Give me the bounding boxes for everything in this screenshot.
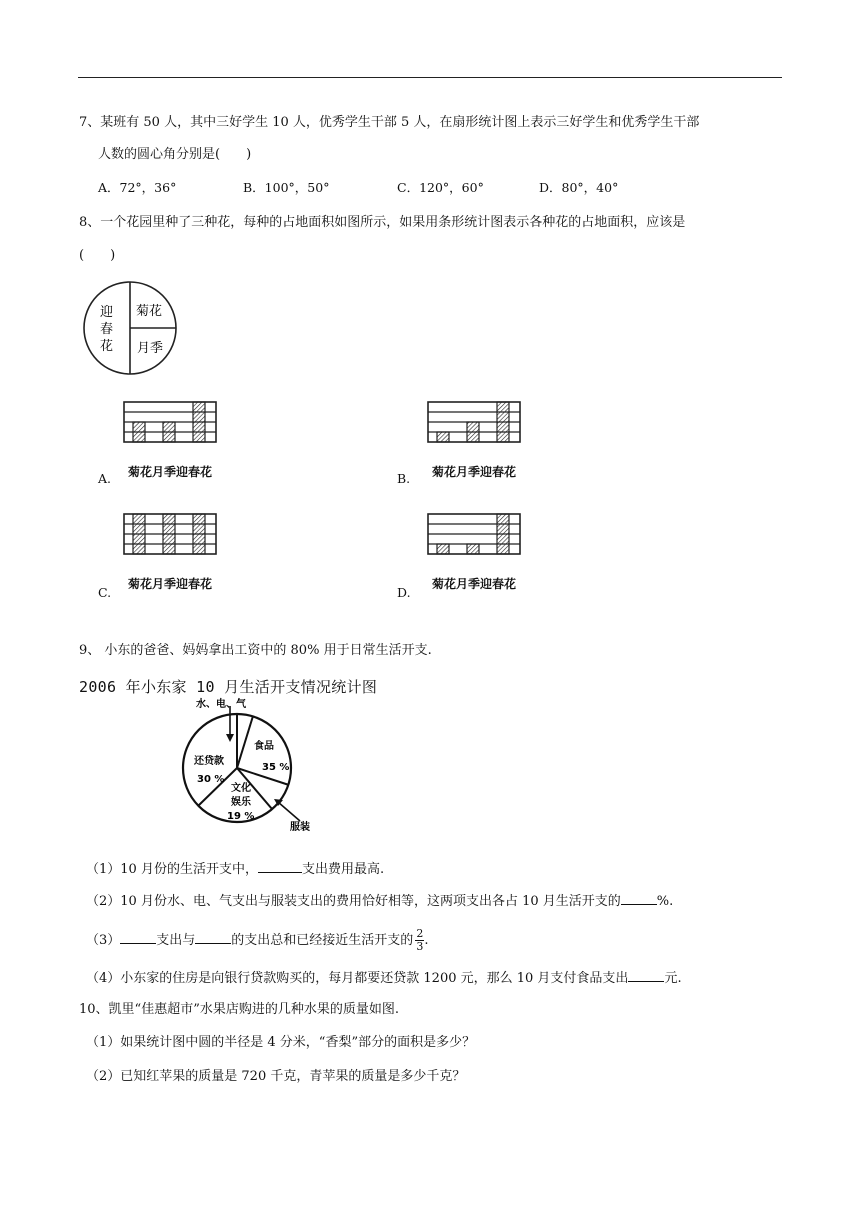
q9-sub2-text-a: （2）10 月份水、电、气支出与服装支出的费用恰好相等，这两项支出各占 10 月生活开支的	[86, 894, 621, 909]
q9-label-clothing: 服装	[290, 822, 310, 833]
pie-label-yingchunhua-3: 花	[100, 339, 114, 354]
q9-sub1-text-b: 支出费用最高.	[301, 862, 385, 877]
q9-sub3: （3） 支出与 的支出总和已经接近生活开支的 $\frac{2}{3}$ .	[86, 927, 429, 953]
q10-sub1: （1）如果统计图中圆的半径是 4 分米，“香梨”部分的面积是多少？	[86, 1035, 476, 1050]
q8-flower-pie	[80, 278, 180, 378]
q9-label-food-pct: 35 %	[262, 762, 290, 773]
header-rule	[78, 77, 782, 78]
q7-option-c: C．120°，60°	[397, 180, 484, 195]
q10-sub2: （2）已知红苹果的质量是 720 千克，青苹果的质量是多少千克？	[86, 1069, 466, 1084]
q8-option-c-letter: C.	[98, 585, 112, 600]
bar-yingchunhua	[193, 514, 205, 554]
q7-option-a: A．72°，36°	[98, 180, 177, 195]
q9-sub4	[86, 969, 682, 987]
pie-label-yingchunhua-1: 迎	[100, 305, 114, 320]
q9-sub3-text-a: （3）	[86, 933, 121, 948]
bar-yueji	[163, 514, 175, 554]
q8-option-a-letter: A.	[98, 471, 112, 486]
bar-yingchunhua	[497, 514, 509, 554]
bar-yingchunhua	[497, 402, 509, 442]
pie-label-yingchunhua-2: 春	[100, 322, 114, 337]
q9-sub2-text-b: %.	[656, 894, 674, 909]
q7-line1: 7、某班有 50 人，其中三好学生 10 人，优秀学生干部 5 人，在扇形统计图上表示三好学生和优秀学生干部	[79, 115, 700, 130]
bar-juhua	[437, 544, 449, 554]
q9-label-loan-pct: 30 %	[197, 774, 225, 785]
q8-option-d-letter: D.	[397, 585, 411, 600]
q7-option-b: B．100°，50°	[243, 180, 330, 195]
bar-yueji	[163, 422, 175, 442]
q8-line2: ( )	[79, 248, 116, 263]
q8-option-b-letter: B.	[397, 471, 411, 486]
q7-line2: 人数的圆心角分别是( )	[98, 147, 252, 162]
q9-sub2	[86, 892, 673, 910]
q9-sub3-blank-2[interactable]	[195, 931, 231, 944]
q9-sub4-blank[interactable]	[628, 969, 664, 982]
q10-intro: 10、凯里“佳惠超市”水果店购进的几种水果的质量如图.	[79, 1002, 399, 1017]
q8-bar-b-labels: 菊花月季迎春花	[432, 465, 517, 479]
q9-label-utilities: 水、电、气	[196, 699, 246, 710]
bar-juhua	[133, 514, 145, 554]
q9-sub4-text-b: 元.	[664, 971, 682, 986]
q8-bar-chart-c	[123, 512, 233, 572]
q9-label-loan: 还贷款	[194, 756, 224, 767]
q8-bar-d-labels: 菊花月季迎春花	[432, 577, 517, 591]
bar-yueji	[467, 544, 479, 554]
bar-juhua	[437, 432, 449, 442]
q8-bar-chart-d	[427, 512, 537, 572]
q9-sub1	[86, 860, 384, 878]
q9-chart-title: 2006 年小东家 10 月生活开支情况统计图	[79, 678, 378, 696]
q9-sub3-blank-1[interactable]	[120, 931, 156, 944]
q9-sub3-text-b: 支出与	[156, 933, 196, 948]
q9-label-food: 食品	[254, 741, 274, 752]
q9-label-culture-pct: 19 %	[227, 811, 255, 822]
q8-bar-chart-a	[123, 400, 233, 460]
bar-yueji	[467, 422, 479, 442]
q9-sub3-text-c: 的支出总和已经接近生活开支的	[231, 933, 414, 948]
pie-label-juhua: 菊花	[136, 304, 163, 319]
q9-label-culture-2: 娱乐	[231, 797, 251, 808]
q9-sub2-blank[interactable]	[621, 892, 657, 905]
bar-juhua	[133, 422, 145, 442]
q9-sub1-blank[interactable]	[258, 860, 302, 873]
bar-yingchunhua	[193, 402, 205, 442]
q9-sub1-text-a: （1）10 月份的生活开支中，	[86, 862, 258, 877]
q8-bar-c-labels: 菊花月季迎春花	[128, 577, 213, 591]
q9-intro: 9、 小东的爸爸、妈妈拿出工资中的 80% 用于日常生活开支.	[79, 643, 432, 658]
pie-label-yueji: 月季	[137, 341, 164, 356]
q9-expense-pie	[182, 696, 342, 846]
q9-label-culture-1: 文化	[231, 783, 251, 794]
q8-bar-a-labels: 菊花月季迎春花	[128, 465, 213, 479]
q9-sub4-text-a: （4）小东家的住房是向银行贷款购买的，每月都要还贷款 1200 元，那么 10 月支付食品支出	[86, 971, 629, 986]
q9-sub3-fraction: $\frac{2}{3}$	[416, 927, 424, 953]
q7-option-d: D．80°，40°	[539, 180, 619, 195]
q8-line1: 8、一个花园里种了三种花，每种的占地面积如图所示，如果用条形统计图表示各种花的占地面积，应该是	[79, 215, 686, 230]
q8-bar-chart-b	[427, 400, 537, 460]
